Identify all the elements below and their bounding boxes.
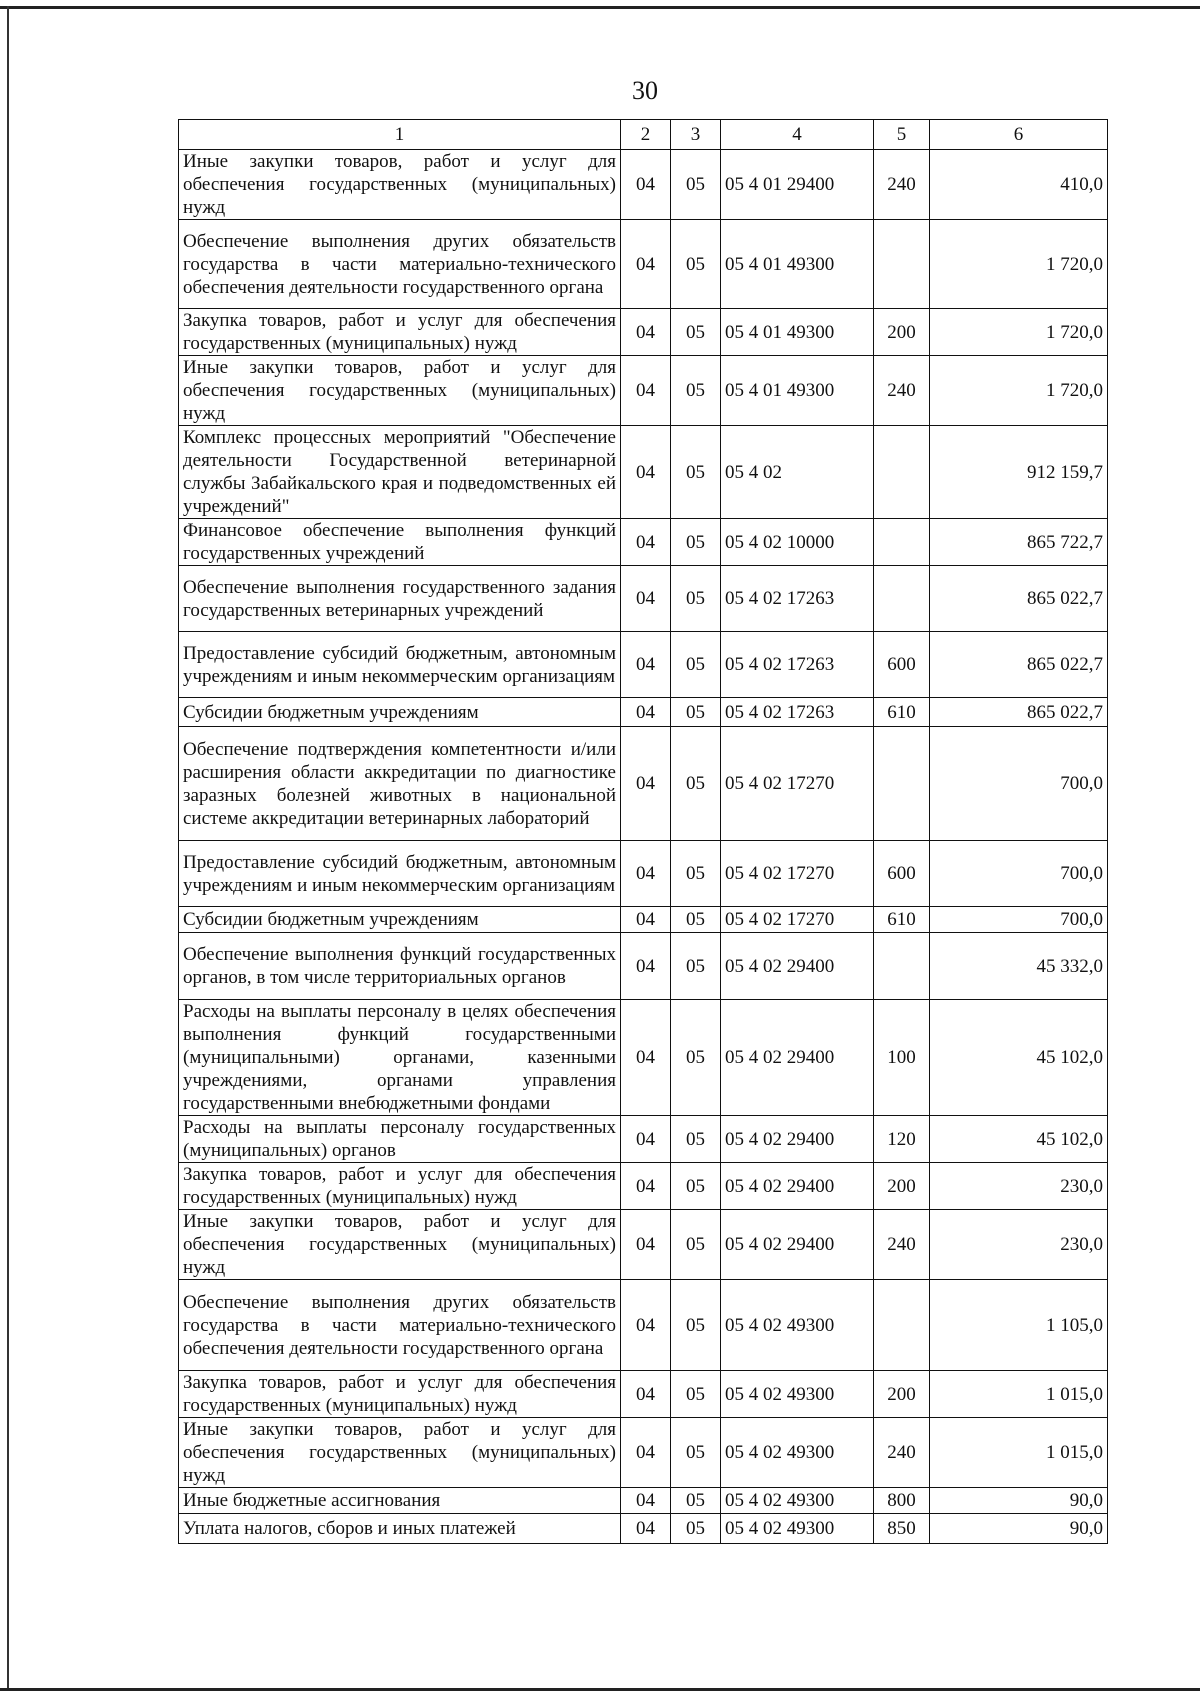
section-code: 04	[621, 220, 671, 309]
amount: 1 015,0	[930, 1371, 1108, 1418]
expense-type-code: 610	[874, 698, 930, 727]
table-row	[179, 1514, 1108, 1544]
subsection-code: 05	[671, 1000, 721, 1116]
table-row	[179, 632, 1108, 698]
subsection-code: 05	[671, 632, 721, 698]
target-article-code: 05 4 02 17263	[721, 698, 874, 727]
row-description: Финансовое обеспечение выполнения функций государственных учреждений	[179, 519, 621, 566]
row-description: Закупка товаров, работ и услуг для обеспечения государственных (муниципальных) нужд	[179, 1371, 621, 1418]
budget-table	[178, 119, 1108, 1544]
subsection-code: 05	[671, 1210, 721, 1280]
subsection-code: 05	[671, 933, 721, 1000]
column-header-1: 1	[179, 120, 621, 150]
row-description: Предоставление субсидий бюджетным, автономным учреждениям и иным некоммерческим организациям	[179, 841, 621, 907]
target-article-code: 05 4 02 29400	[721, 1116, 874, 1163]
subsection-code: 05	[671, 1371, 721, 1418]
section-code: 04	[621, 309, 671, 356]
section-code: 04	[621, 933, 671, 1000]
row-description: Закупка товаров, работ и услуг для обеспечения государственных (муниципальных) нужд	[179, 309, 621, 356]
row-description: Субсидии бюджетным учреждениям	[179, 907, 621, 933]
expense-type-code	[874, 933, 930, 1000]
subsection-code: 05	[671, 356, 721, 426]
section-code: 04	[621, 1280, 671, 1371]
expense-type-code: 240	[874, 1418, 930, 1488]
table-row	[179, 933, 1108, 1000]
amount: 45 332,0	[930, 933, 1108, 1000]
amount: 865 722,7	[930, 519, 1108, 566]
target-article-code: 05 4 02	[721, 426, 874, 519]
subsection-code: 05	[671, 907, 721, 933]
table-row	[179, 907, 1108, 933]
target-article-code: 05 4 02 49300	[721, 1514, 874, 1544]
table-row	[179, 1488, 1108, 1514]
target-article-code: 05 4 02 49300	[721, 1418, 874, 1488]
expense-type-code: 800	[874, 1488, 930, 1514]
section-code: 04	[621, 1000, 671, 1116]
page-number: 30	[632, 76, 658, 105]
row-description: Иные бюджетные ассигнования	[179, 1488, 621, 1514]
expense-type-code	[874, 1280, 930, 1371]
subsection-code: 05	[671, 1418, 721, 1488]
table-row	[179, 1418, 1108, 1488]
expense-type-code	[874, 566, 930, 632]
expense-type-code: 120	[874, 1116, 930, 1163]
table-row	[179, 519, 1108, 566]
expense-type-code: 240	[874, 150, 930, 220]
table-row	[179, 1116, 1108, 1163]
expense-type-code: 240	[874, 1210, 930, 1280]
row-description: Обеспечение выполнения функций государственных органов, в том числе территориальных органов	[179, 933, 621, 1000]
expense-type-code	[874, 220, 930, 309]
section-code: 04	[621, 1210, 671, 1280]
amount: 230,0	[930, 1210, 1108, 1280]
amount: 865 022,7	[930, 698, 1108, 727]
section-code: 04	[621, 1163, 671, 1210]
target-article-code: 05 4 02 49300	[721, 1488, 874, 1514]
section-code: 04	[621, 150, 671, 220]
target-article-code: 05 4 02 17263	[721, 566, 874, 632]
column-header-4: 4	[721, 120, 874, 150]
target-article-code: 05 4 02 29400	[721, 1163, 874, 1210]
expense-type-code: 600	[874, 841, 930, 907]
amount: 410,0	[930, 150, 1108, 220]
section-code: 04	[621, 841, 671, 907]
subsection-code: 05	[671, 426, 721, 519]
table-header-row	[179, 120, 1108, 150]
amount: 700,0	[930, 727, 1108, 841]
expense-type-code: 100	[874, 1000, 930, 1116]
row-description: Расходы на выплаты персоналу государственных (муниципальных) органов	[179, 1116, 621, 1163]
table-row	[179, 566, 1108, 632]
target-article-code: 05 4 02 17270	[721, 907, 874, 933]
section-code: 04	[621, 632, 671, 698]
subsection-code: 05	[671, 1116, 721, 1163]
table-row	[179, 727, 1108, 841]
subsection-code: 05	[671, 698, 721, 727]
amount: 1 720,0	[930, 356, 1108, 426]
expense-type-code: 240	[874, 356, 930, 426]
subsection-code: 05	[671, 309, 721, 356]
expense-type-code: 200	[874, 1371, 930, 1418]
row-description: Уплата налогов, сборов и иных платежей	[179, 1514, 621, 1544]
amount: 865 022,7	[930, 566, 1108, 632]
subsection-code: 05	[671, 841, 721, 907]
table-row	[179, 356, 1108, 426]
subsection-code: 05	[671, 1280, 721, 1371]
section-code: 04	[621, 426, 671, 519]
row-description: Иные закупки товаров, работ и услуг для обеспечения государственных (муниципальных) нужд	[179, 1418, 621, 1488]
scan-top-border	[0, 6, 1200, 9]
table-row	[179, 1210, 1108, 1280]
amount: 90,0	[930, 1514, 1108, 1544]
table-row	[179, 426, 1108, 519]
amount: 45 102,0	[930, 1000, 1108, 1116]
row-description: Обеспечение выполнения других обязательств государства в части материально-технического обеспечения деятельности государственного органа	[179, 220, 621, 309]
target-article-code: 05 4 01 49300	[721, 220, 874, 309]
subsection-code: 05	[671, 1514, 721, 1544]
expense-type-code	[874, 426, 930, 519]
target-article-code: 05 4 02 29400	[721, 1210, 874, 1280]
table-row	[179, 150, 1108, 220]
target-article-code: 05 4 02 17263	[721, 632, 874, 698]
section-code: 04	[621, 1371, 671, 1418]
row-description: Комплекс процессных мероприятий "Обеспечение деятельности Государственной ветеринарной службы Забайкальского края и подведомственных ей учреждений"	[179, 426, 621, 519]
subsection-code: 05	[671, 727, 721, 841]
target-article-code: 05 4 02 49300	[721, 1371, 874, 1418]
target-article-code: 05 4 01 29400	[721, 150, 874, 220]
subsection-code: 05	[671, 220, 721, 309]
expense-type-code: 200	[874, 1163, 930, 1210]
row-description: Предоставление субсидий бюджетным, автономным учреждениям и иным некоммерческим организациям	[179, 632, 621, 698]
row-description: Иные закупки товаров, работ и услуг для обеспечения государственных (муниципальных) нужд	[179, 1210, 621, 1280]
row-description: Субсидии бюджетным учреждениям	[179, 698, 621, 727]
table-row	[179, 1371, 1108, 1418]
row-description: Обеспечение выполнения других обязательств государства в части материально-технического обеспечения деятельности государственного органа	[179, 1280, 621, 1371]
target-article-code: 05 4 02 29400	[721, 933, 874, 1000]
column-header-2: 2	[621, 120, 671, 150]
scan-bottom-border	[0, 1688, 1200, 1691]
table-row	[179, 309, 1108, 356]
table-row	[179, 220, 1108, 309]
section-code: 04	[621, 519, 671, 566]
expense-type-code	[874, 727, 930, 841]
section-code: 04	[621, 1418, 671, 1488]
section-code: 04	[621, 698, 671, 727]
table-row	[179, 1280, 1108, 1371]
target-article-code: 05 4 01 49300	[721, 356, 874, 426]
amount: 1 720,0	[930, 220, 1108, 309]
amount: 1 720,0	[930, 309, 1108, 356]
amount: 1 015,0	[930, 1418, 1108, 1488]
amount: 865 022,7	[930, 632, 1108, 698]
amount: 45 102,0	[930, 1116, 1108, 1163]
amount: 1 105,0	[930, 1280, 1108, 1371]
section-code: 04	[621, 727, 671, 841]
subsection-code: 05	[671, 519, 721, 566]
target-article-code: 05 4 02 17270	[721, 841, 874, 907]
target-article-code: 05 4 02 29400	[721, 1000, 874, 1116]
scan-left-border	[7, 6, 9, 1691]
amount: 230,0	[930, 1163, 1108, 1210]
expense-type-code	[874, 519, 930, 566]
subsection-code: 05	[671, 1488, 721, 1514]
subsection-code: 05	[671, 150, 721, 220]
subsection-code: 05	[671, 566, 721, 632]
expense-type-code: 610	[874, 907, 930, 933]
row-description: Обеспечение подтверждения компетентности и/или расширения области аккредитации по диагностике заразных болезней животных в национальной системе аккредитации ветеринарных лабораторий	[179, 727, 621, 841]
row-description: Закупка товаров, работ и услуг для обеспечения государственных (муниципальных) нужд	[179, 1163, 621, 1210]
amount: 912 159,7	[930, 426, 1108, 519]
target-article-code: 05 4 02 10000	[721, 519, 874, 566]
table-row	[179, 841, 1108, 907]
column-header-5: 5	[874, 120, 930, 150]
section-code: 04	[621, 356, 671, 426]
amount: 700,0	[930, 841, 1108, 907]
target-article-code: 05 4 01 49300	[721, 309, 874, 356]
section-code: 04	[621, 1514, 671, 1544]
table-row	[179, 698, 1108, 727]
row-description: Расходы на выплаты персоналу в целях обеспечения выполнения функций государственными (муниципальными) органами, казенными учреждениями, органами управления государственными внебюджетными фондами	[179, 1000, 621, 1116]
table-row	[179, 1000, 1108, 1116]
section-code: 04	[621, 566, 671, 632]
expense-type-code: 600	[874, 632, 930, 698]
section-code: 04	[621, 1488, 671, 1514]
column-header-6: 6	[930, 120, 1108, 150]
target-article-code: 05 4 02 49300	[721, 1280, 874, 1371]
section-code: 04	[621, 1116, 671, 1163]
target-article-code: 05 4 02 17270	[721, 727, 874, 841]
table-row	[179, 1163, 1108, 1210]
expense-type-code: 850	[874, 1514, 930, 1544]
row-description: Иные закупки товаров, работ и услуг для обеспечения государственных (муниципальных) нужд	[179, 150, 621, 220]
expense-type-code: 200	[874, 309, 930, 356]
row-description: Иные закупки товаров, работ и услуг для обеспечения государственных (муниципальных) нужд	[179, 356, 621, 426]
subsection-code: 05	[671, 1163, 721, 1210]
column-header-3: 3	[671, 120, 721, 150]
amount: 90,0	[930, 1488, 1108, 1514]
section-code: 04	[621, 907, 671, 933]
row-description: Обеспечение выполнения государственного задания государственных ветеринарных учреждений	[179, 566, 621, 632]
amount: 700,0	[930, 907, 1108, 933]
